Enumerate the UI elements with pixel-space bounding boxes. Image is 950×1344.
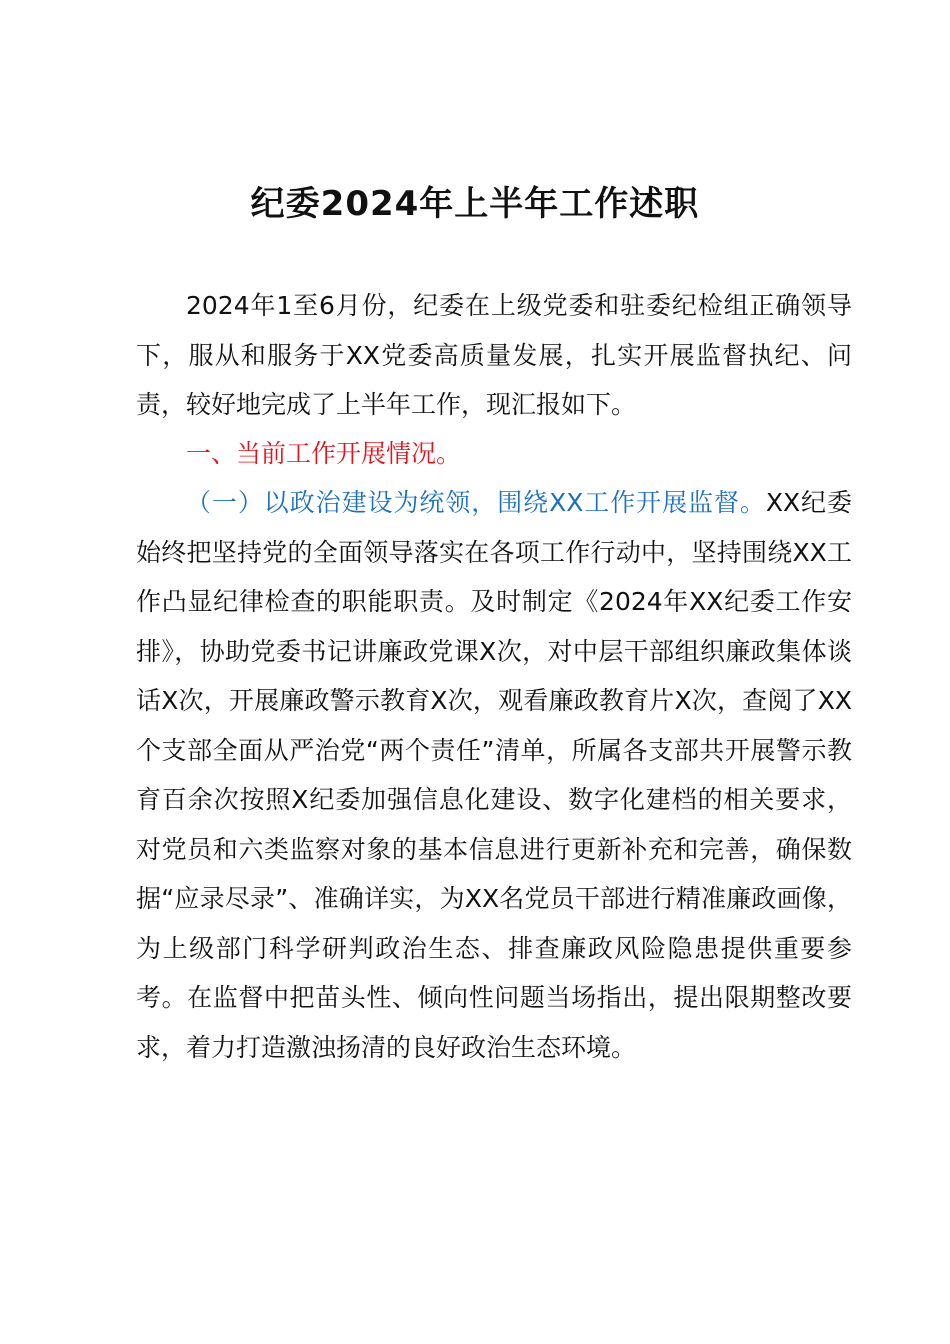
subsection-paragraph (136, 478, 852, 1072)
document-title: 纪委2024年上半年工作述职 (250, 184, 700, 224)
intro-paragraph: 2024年1至6月份，纪委在上级党委和驻委纪检组正确领导下，服从和服务于XX党委高质量发展，扎实开展监督执纪、问责，较好地完成了上半年工作，现汇报如下。 (136, 291, 852, 419)
section-heading: 一、当前工作开展情况。 (186, 439, 462, 468)
subsection-body: XX纪委始终把坚持党的全面领导落实在各项工作行动中，坚持围绕XX工作凸显纪律检查的职能职责。及时制定《2024年XX纪委工作安排》，协助党委书记讲廉政党课X次，对中层干部组织廉政集体谈话X次，开展廉政警示教育X次，观看廉政教育片X次，查阅了XX个支部全面从严治党“两个责任”清单，所属各支部共开展警示教育百余次按照X纪委加强信息化建设、数字化建档的相关要求，对党员和六类监察对象的基本信息进行更新补充和完善，确保数据“应录尽录”、准确详实，为XX名党员干部进行精准廉政画像，为上级部门科学研判政治生态、排查廉政风险隐患提供重要参考。在监督中把苗头性、倾向性问题当场指出，提出限期整改要求，着力打造激浊扬清的良好政治生态环境。 (136, 488, 852, 1062)
subsection-heading: （一）以政治建设为统领，围绕XX工作开展监督。 (186, 488, 766, 517)
